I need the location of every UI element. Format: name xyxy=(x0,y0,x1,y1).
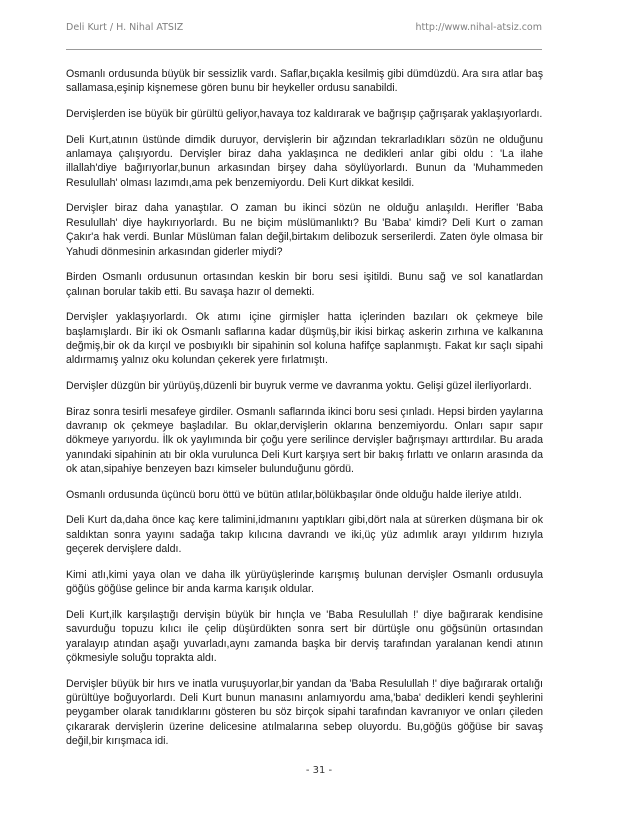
page-body xyxy=(66,67,543,760)
paragraph: Kimi atlı,kimi yaya olan ve daha ilk yürüyüşlerinde karışmış bulunan dervişler Osmanlı ordusuyla göğüs göğüse gelince bir anda karma karışık oldular. xyxy=(66,568,543,596)
page-header xyxy=(66,22,542,33)
paragraph: Birden Osmanlı ordusunun ortasından keskin bir boru sesi işitildi. Bunu sağ ve sol kanatlardan çalınan borular takib etti. Bu savaşa hazır ol demekti. xyxy=(66,271,543,298)
paragraph: Dervişlerden ise büyük bir gürültü geliyor,havaya toz kaldırarak ve bağrışıp çağrışarak yaklaşıyorlardı. xyxy=(66,108,543,120)
header-book-title: Deli Kurt / H. Nihal ATSIZ xyxy=(66,22,184,33)
page-number: - 31 - xyxy=(305,765,333,776)
paragraph: Dervişler düzgün bir yürüyüş,düzenli bir buyruk verme ve davranma yoktu. Gelişi güzel ilerliyorlardı. xyxy=(66,380,532,393)
paragraph: Biraz sonra tesirli mesafeye girdiler. Osmanlı saflarında ikinci boru sesi çınladı. Hepsi birden yaylarına davranıp ok çekmeye başladılar. Bu oklar,dervişlerin oklarına benzemiyordu. Onları sapır sapır dökmeye yarıyordu. İlk ok yaylımında bir çoğu yere serilince dervişler bağrışmayı arttırdılar. Bu arada yanındaki sipahinin atı bir okla vurulunca Deli Kurt karşıya sert bir bakış fırlattı ve onların arasında da ok atan,sipahiye benzeyen bazı kimseler bulunduğunu gördü. xyxy=(66,405,543,476)
header-divider xyxy=(66,49,542,50)
paragraph: Osmanlı ordusunda üçüncü boru öttü ve bütün atlılar,bölükbaşılar önde olduğu halde ileriye atıldı. xyxy=(66,488,522,501)
paragraph: Dervişler biraz daha yanaştılar. O zaman bu ikinci sözün ne olduğu anlaşıldı. Herifler 'Baba Resulullah' diye haykırıyorlardı. Bu ne biçim müslümanlıktı? Bu 'Baba' kimdi? Deli Kurt o zaman Çakır'a hak verdi. Bunlar Müslüman falan değil,birtakım delibozuk serserilerdi. Zaten öyle olmasa bir Yahudi dönmesinin arkasından giderler miydi? xyxy=(66,202,543,258)
paragraph: Dervişler büyük bir hırs ve inatla vuruşuyorlar,bir yandan da 'Baba Resulullah !' diye bağırarak ortalığı gürültüye boğuyorlardı. Deli Kurt bunun manasını anlamıyordu ama,'baba' dedikleri kendi şeyhlerini peygamber olarak tanıdıklarını gösteren bu söz birçok sipahi tarafından kavranıyor ve onları çileden çıkararak dervişlerin üzerine delicesine atılmalarına sebep oluyordu. Bu,göğüs göğüse bir savaş değil,bir kırışmaca idi. xyxy=(66,677,543,748)
header-website-link[interactable]: http://www.nihal-atsiz.com xyxy=(415,22,542,33)
paragraph: Osmanlı ordusunda büyük bir sessizlik vardı. Saflar,bıçakla kesilmiş gibi dümdüzdü. Ara sıra atlar baş sallamasa,eşinip kişnemese gören bunu bir heykeller ordusu sanabildi. xyxy=(66,68,543,95)
paragraph: Deli Kurt,ilk karşılaştığı dervişin büyük bir hınçla ve 'Baba Resulullah !' diye bağırarak kendisine savurduğu topuzu kılıcı ile çelip düşürdükten sonra sert bir dürtüşle onu göğsünün ortasından yaralayıp atından aşağı yuvarladı,aynı zamanda başka bir derviş tarafından yaralanan kendi atının çökmesiyle soluğu toprakta aldı. xyxy=(66,608,543,665)
paragraph: Deli Kurt da,daha önce kaç kere talimini,idmanını yaptıkları gibi,dört nala at sürerken düşmana bir ok saldıktan sonra yayını sadağa takıp kılıcına davrandı ve iki,üç yüz adımlık arayı yıldırım hızıyla geçerek dervişlere daldı. xyxy=(66,514,543,556)
paragraph: Dervişler yaklaşıyorlardı. Ok atımı içine girmişler hatta içlerinden bazıları ok çekmeye bile başlamışlardı. Bir iki ok Osmanlı saflarına kadar düşmüş,bir ikisi birkaç askerin zırhına ve kalkanına değmiş,bir ok da kırçıl ve posbıyıklı bir sipahinin sol koluna hafifçe saplanmıştı. Fakat kır saçlı sipahi aldırmamış yalnız oku kolundan çekerek yere fırlatmıştı. xyxy=(66,311,543,367)
paragraph: Deli Kurt,atının üstünde dimdik duruyor, dervişlerin bir ağzından tekrarladıkları sözün ne olduğunu anlamaya çalışıyordu. Dervişler biraz daha yaklaşınca ne dedikleri anlar gibi oldu : 'La ilahe illallah'diye bağırıyorlar,bunun arkasından birşey daha söylüyorlardı. Bunun da 'Muhammeden Resulullah' olması lazımdı,ama pek benzemiyordu. Deli Kurt dikkat kesildi. xyxy=(66,133,543,189)
